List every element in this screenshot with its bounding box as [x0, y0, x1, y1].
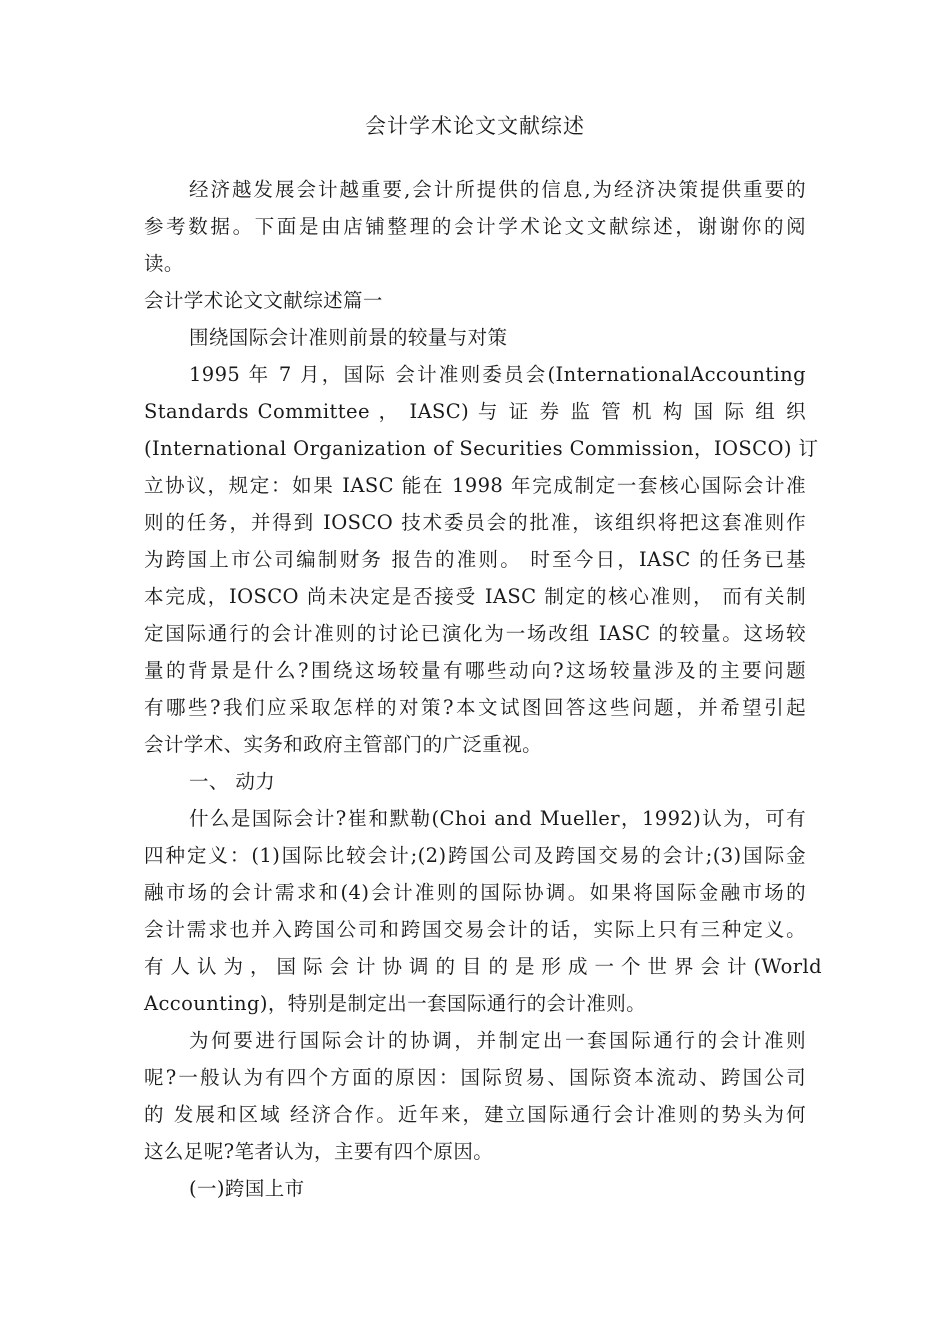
- paragraph-line: 立协议，规定：如果 IASC 能在 1998 年完成制定一套核心国际会计准: [144, 474, 806, 497]
- paragraph-line: 有 人 认 为 ， 国 际 会 计 协 调 的 目 的 是 形 成 一 个 世 界 会 计 (World: [144, 955, 822, 978]
- paragraph-line: 经济越发展会计越重要,会计所提供的信息,为经济决策提供重要的: [189, 178, 806, 201]
- paragraph-line: 呢?一般认为有四个方面的原因：国际贸易、国际资本流动、跨国公司: [144, 1066, 806, 1089]
- paragraph-line: 什么是国际会计?崔和默勒(Choi and Mueller，1992)认为，可有: [189, 807, 806, 830]
- paragraph-line: 四种定义：(1)国际比较会计;(2)跨国公司及跨国交易的会计;(3)国际金: [144, 844, 806, 867]
- paragraph-line: 本完成，IOSCO 尚未决定是否接受 IASC 制定的核心准则， 而有关制: [144, 585, 806, 608]
- paragraph-line: 量的背景是什么?围绕这场较量有哪些动向?这场较量涉及的主要问题: [144, 659, 806, 682]
- paragraph-line: 融市场的会计需求和(4)会计准则的国际协调。如果将国际金融市场的: [144, 881, 806, 904]
- paragraph-line: 有哪些?我们应采取怎样的对策?本文试图回答这些问题，并希望引起: [144, 696, 806, 719]
- paragraph-line: 读。: [144, 252, 184, 275]
- paragraph-line: (International Organization of Securities Commission，IOSCO) 订: [144, 437, 819, 460]
- paragraph-line: Accounting)，特别是制定出一套国际通行的会计准则。: [144, 992, 647, 1015]
- paragraph-line: 则的任务，并得到 IOSCO 技术委员会的批准，该组织将把这套准则作: [144, 511, 806, 534]
- paragraph-line: 这么足呢?笔者认为，主要有四个原因。: [144, 1140, 494, 1163]
- document-title: 会计学术论文文献综述: [365, 114, 585, 138]
- paragraph-line: 为何要进行国际会计的协调，并制定出一套国际通行的会计准则: [189, 1029, 806, 1052]
- section-heading: 会计学术论文文献综述篇一: [144, 289, 383, 312]
- paragraph-line: 的 发展和区域 经济合作。近年来，建立国际通行会计准则的势头为何: [144, 1103, 806, 1126]
- paragraph-line: 定国际通行的会计准则的讨论已演化为一场改组 IASC 的较量。这场较: [144, 622, 806, 645]
- paragraph-line: Standards Committee ， IASC) 与 证 券 监 管 机 构 国 际 组 织: [144, 400, 806, 423]
- paragraph-line: 为跨国上市公司编制财务 报告的准则。 时至今日，IASC 的任务已基: [144, 548, 806, 571]
- article-heading: 围绕国际会计准则前景的较量与对策: [189, 326, 508, 349]
- paragraph-line: 会计学术、实务和政府主管部门的广泛重视。: [144, 733, 543, 756]
- subsection-heading: 一、 动力: [189, 770, 276, 793]
- paragraph-line: 1995 年 7 月，国际 会计准则委员会(InternationalAccounting: [189, 363, 806, 386]
- paragraph-line: 参考数据。下面是由店铺整理的会计学术论文文献综述，谢谢你的阅: [144, 215, 806, 238]
- paragraph-line: 会计需求也并入跨国公司和跨国交易会计的话，实际上只有三种定义。: [144, 918, 806, 941]
- subsection-heading: (一)跨国上市: [189, 1177, 305, 1200]
